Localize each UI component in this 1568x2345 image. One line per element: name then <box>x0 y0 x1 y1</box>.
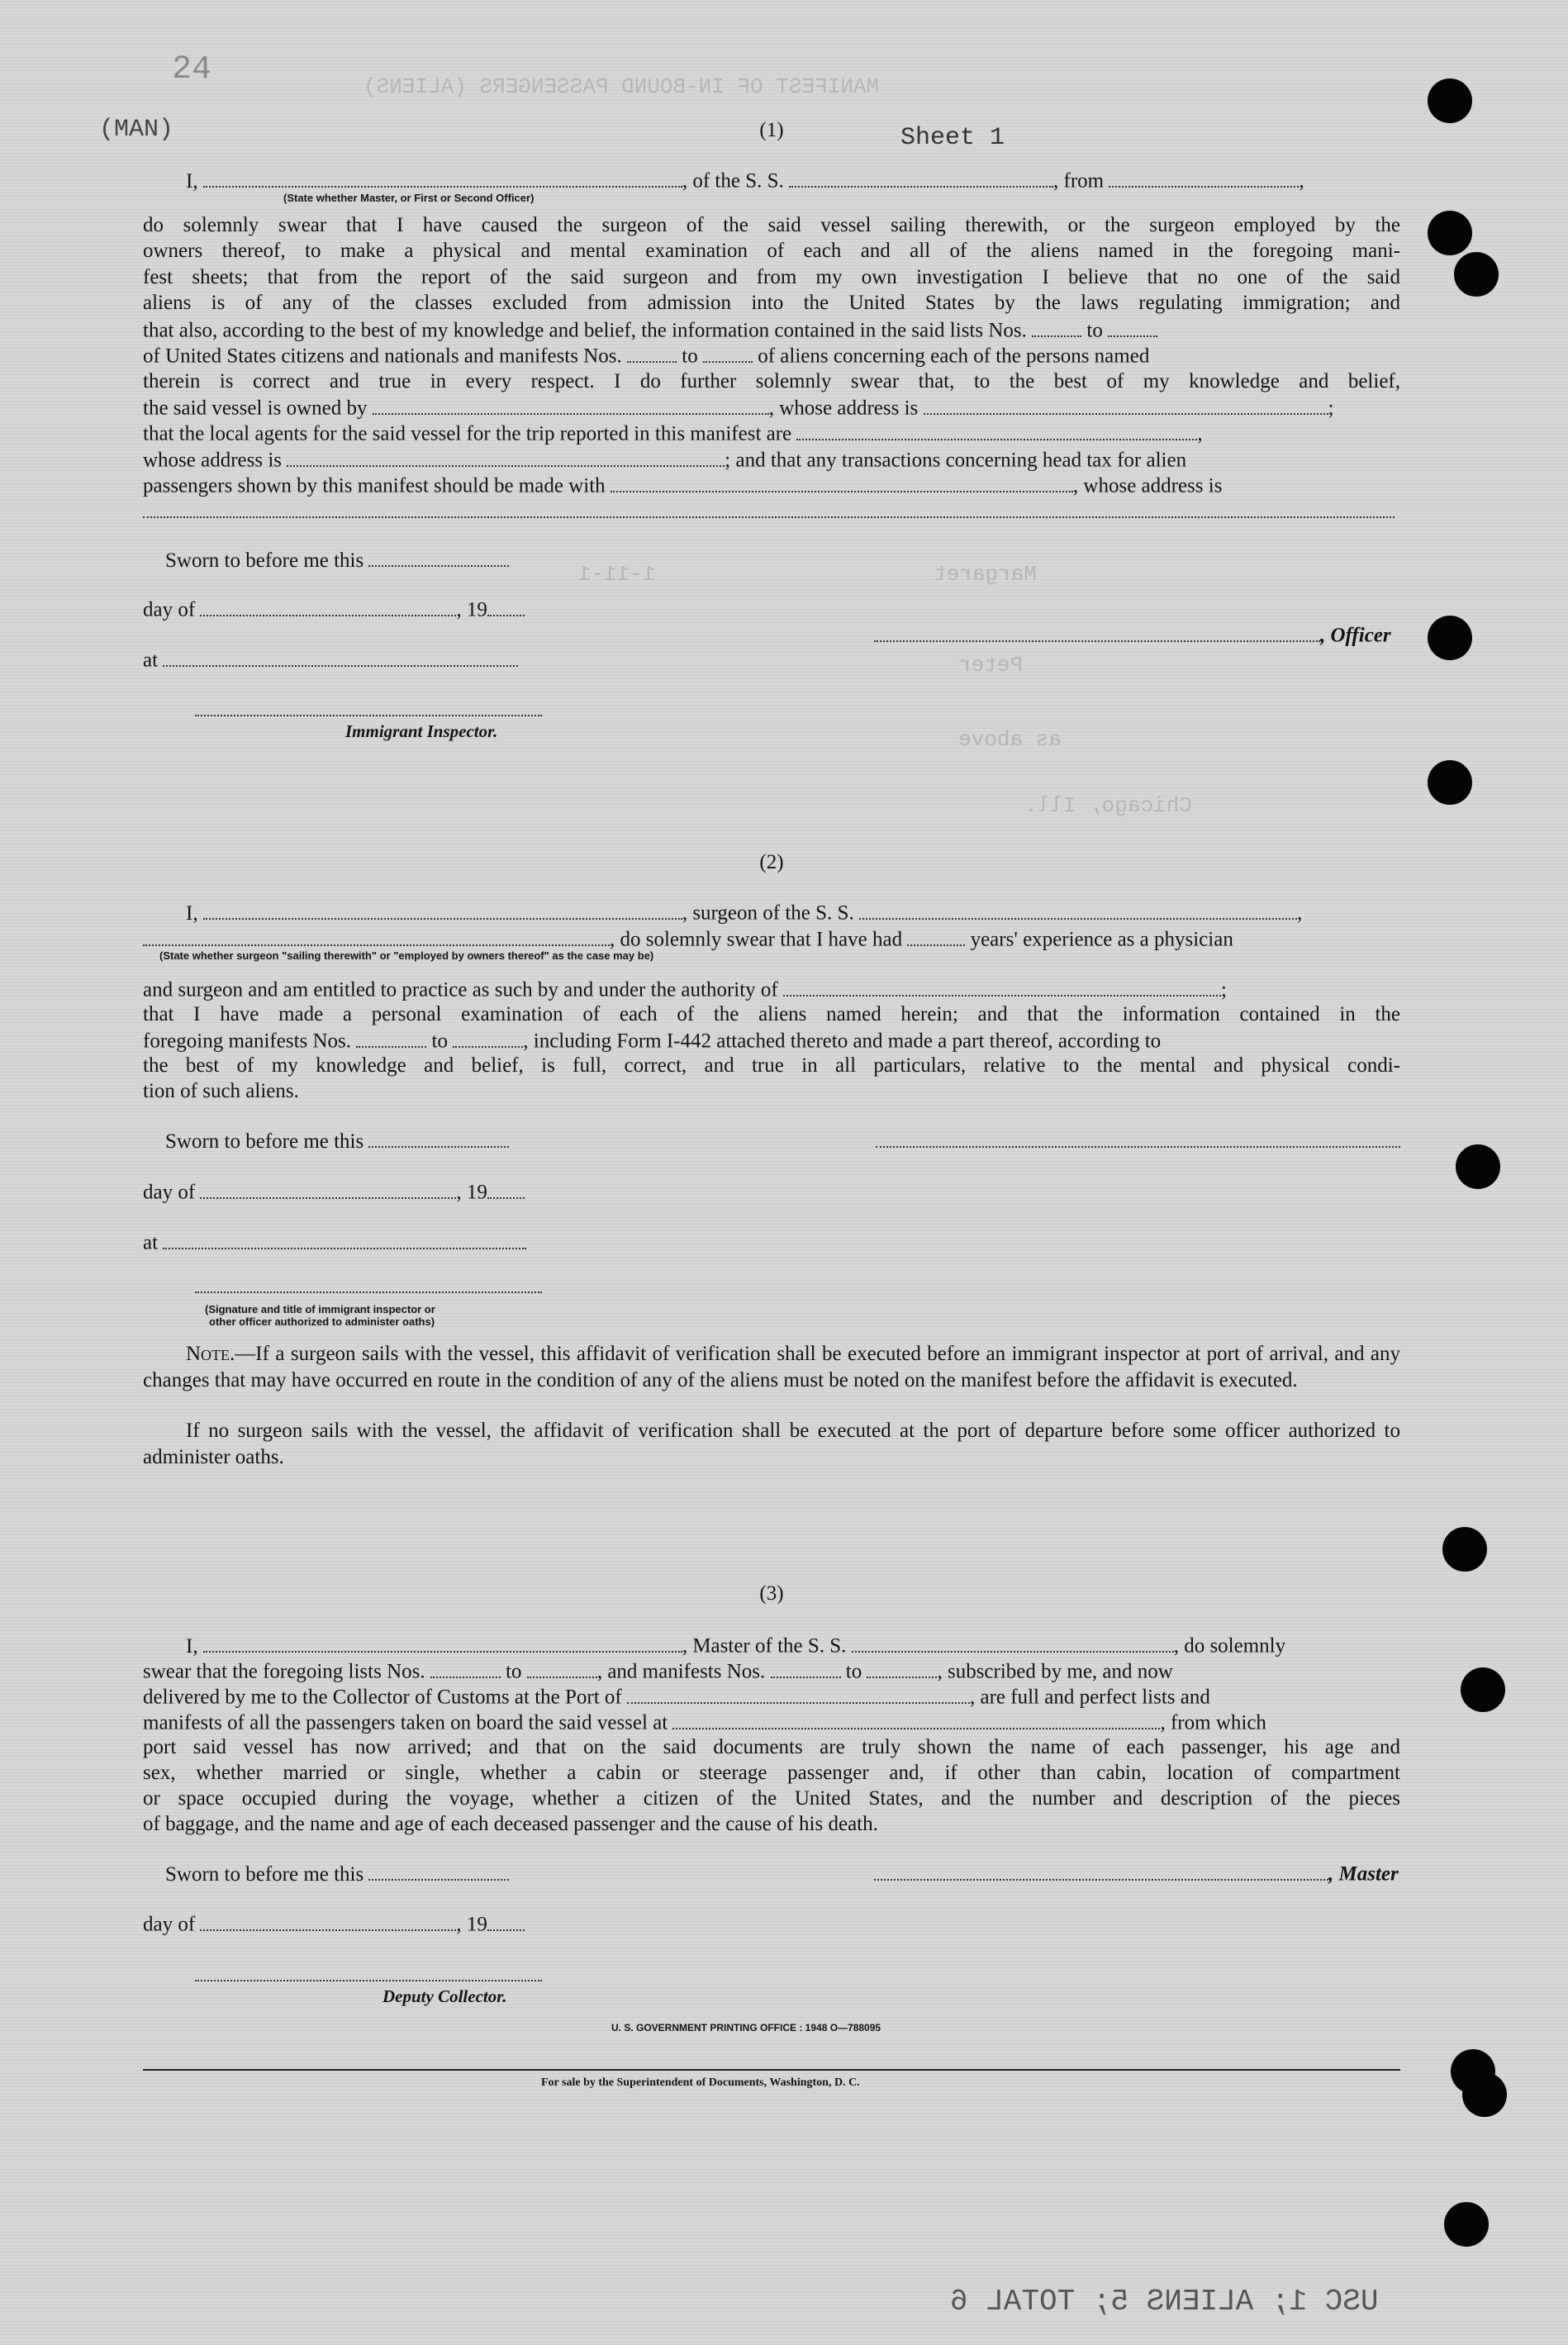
s2-line-4: that I have made a personal examination of each of the aliens named herein; and that the information contained in the <box>143 1003 1400 1025</box>
officer-signature-field[interactable] <box>874 621 1320 642</box>
text: Sworn to before me this <box>165 549 364 572</box>
text: manifests of all the passengers taken on board the said vessel at <box>143 1711 668 1734</box>
section-1 <box>143 117 1400 745</box>
surgeon-name-field[interactable] <box>203 899 682 920</box>
s2-manifests-from-field[interactable] <box>356 1027 426 1048</box>
port-field[interactable] <box>627 1683 970 1704</box>
text: foregoing manifests Nos. <box>143 1030 352 1053</box>
text: that the local agents for the said vessel for the trip reported in this manifest are <box>143 422 792 445</box>
s3-day-line <box>143 1910 1400 1938</box>
vessel-name-field[interactable] <box>789 167 1053 188</box>
head-tax-agent-field[interactable] <box>611 472 1073 492</box>
text: of United States citizens and nationals and manifests Nos. <box>143 345 622 368</box>
note-label: Note. <box>186 1343 235 1365</box>
s3-lists-from-field[interactable] <box>430 1658 501 1678</box>
note-paragraph-1 <box>143 1341 1400 1393</box>
day-field[interactable] <box>200 596 456 616</box>
s2-vessel-field[interactable] <box>859 899 1297 920</box>
local-agents-field[interactable] <box>796 420 1197 440</box>
bleed-through: Peter <box>958 653 1024 678</box>
s3-manifests-to-field[interactable] <box>867 1658 937 1678</box>
s2-inspector-sig <box>195 1272 1400 1300</box>
surgeon-signature-field[interactable] <box>876 1127 1400 1148</box>
s3-line-6: sex, whether married or single, whether a cabin or steerage passenger and, if other than cabin, location of compartment <box>143 1762 1400 1784</box>
section-3 <box>143 1581 1400 2027</box>
text: , and manifests Nos. <box>596 1660 766 1683</box>
text: at <box>143 1231 159 1254</box>
sig-note-1: (Signature and title of immigrant inspector or <box>205 1303 435 1315</box>
text: , from which <box>1160 1711 1266 1734</box>
s2-line-3 <box>143 976 1400 1003</box>
s1-line-4: fest sheets; that from the report of the said surgeon and from my own investigation I believe that no one of the said <box>143 266 1400 288</box>
s1-line-3: owners thereof, to make a physical and mental examination of each and all of the aliens named in the foregoing mani- <box>143 240 1400 262</box>
section-2-number: (2) <box>759 851 784 873</box>
gpo-imprint: U. S. GOVERNMENT PRINTING OFFICE : 1948 O—788095 <box>611 2022 881 2033</box>
s3-master-line <box>874 1860 1400 1887</box>
text: , from <box>1053 169 1105 193</box>
master-signature-field[interactable] <box>874 1860 1328 1881</box>
text: , subscribed by me, and now <box>937 1660 1173 1683</box>
s2-line-1 <box>143 899 1400 926</box>
text: I, <box>186 169 198 193</box>
text: whose address is <box>143 449 283 472</box>
s2-manifests-to-field[interactable] <box>453 1027 523 1048</box>
text: day of <box>143 598 196 621</box>
s2-surgeon-sig <box>876 1127 1400 1154</box>
s2-at-line <box>143 1229 1400 1256</box>
text: that also, according to the best of my knowledge and belief, the information contained in the said lists Nos. <box>143 319 1027 342</box>
text: ; <box>1328 397 1334 420</box>
text: , 19 <box>456 598 487 621</box>
text: , <box>1197 422 1203 445</box>
owner-address-field[interactable] <box>924 394 1328 415</box>
punch-hole <box>1456 1144 1500 1189</box>
s2-line-5 <box>143 1027 1400 1054</box>
punch-hole <box>1454 252 1499 297</box>
s1-line-11 <box>143 446 1400 473</box>
manifests-from-field[interactable] <box>627 342 677 363</box>
sheet-stamp: Sheet 1 <box>900 124 1005 152</box>
s1-line-7 <box>143 342 1400 369</box>
place-field[interactable] <box>163 646 518 667</box>
agents-address-field[interactable] <box>287 446 725 467</box>
deputy-label: Deputy Collector. <box>382 1986 507 2006</box>
text: to <box>1086 319 1103 342</box>
s1-sworn-line <box>143 546 1400 573</box>
s3-line-1 <box>143 1632 1400 1659</box>
deputy-signature-field[interactable] <box>195 1961 542 1981</box>
s3-line-8: of baggage, and the name and age of each deceased passenger and the cause of his death. <box>143 1813 878 1835</box>
text: I, <box>186 901 198 925</box>
s1-line-8: therein is correct and true in every respect. I do further solemnly swear that, to the best of my knowledge and belief, <box>143 370 1400 392</box>
text: , 19 <box>456 1181 487 1204</box>
surgeon-type-field[interactable] <box>143 925 610 946</box>
text: day of <box>143 1181 196 1204</box>
bleed-through: Chicago, Ill. <box>1024 793 1192 818</box>
bleed-through: Margaret <box>934 562 1037 587</box>
bleed-through: as above <box>958 727 1062 752</box>
form-code-stamp: (MAN) <box>99 116 174 144</box>
text: delivered by me to the Collector of Customs at the Port of <box>143 1686 622 1709</box>
head-tax-address-field[interactable] <box>143 497 1395 518</box>
s2-day-line <box>143 1178 1400 1206</box>
text: and surgeon and am entitled to practice as such by and under the authority of <box>143 978 778 1001</box>
text: , including Form I-442 attached thereto and made a part thereof, according to <box>523 1030 1162 1053</box>
punch-hole <box>1461 1667 1505 1712</box>
officer-name-field[interactable] <box>203 167 682 188</box>
s3-line-7: or space occupied during the voyage, whether a citizen of the United States, and the number and description of the pieces <box>143 1787 1400 1810</box>
footer-rule <box>143 2069 1400 2071</box>
text: ; <box>1221 978 1227 1001</box>
s1-line-2: do solemnly swear that I have caused the surgeon of the said vessel sailing therewith, or the surgeon employed by the <box>143 214 1400 236</box>
note-text-1: —If a surgeon sails with the vessel, this affidavit of verification shall be executed before an immigrant inspector at port of arrival, and any changes that may have occurred en route in the condition of any of the aliens must be noted on the manifest before the affidavit is executed. <box>143 1343 1400 1391</box>
text: I, <box>186 1634 198 1658</box>
text: , surgeon of the S. S. <box>682 901 854 925</box>
text: , whose address is <box>768 397 919 420</box>
s2-line-6: the best of my knowledge and belief, is full, correct, and true in all particulars, relative to the mental and physical condi- <box>143 1054 1400 1077</box>
sworn-date-field[interactable] <box>368 546 509 567</box>
from-port-field[interactable] <box>1109 167 1299 188</box>
sale-notice: For sale by the Superintendent of Documents, Washington, D. C. <box>541 2076 860 2089</box>
owner-field[interactable] <box>373 394 769 415</box>
surgeon-note: (State whether surgeon "sailing therewith" or "employed by owners thereof" as the case may be) <box>159 949 654 962</box>
s2-day-field[interactable] <box>200 1178 456 1199</box>
s3-vessel-field[interactable] <box>852 1632 1174 1653</box>
s2-line-7: tion of such aliens. <box>143 1080 299 1102</box>
s1-line-1 <box>143 167 1400 194</box>
master-label: , Master <box>1328 1862 1399 1886</box>
section-1-number: (1) <box>759 119 784 141</box>
text: passengers shown by this manifest should be made with <box>143 474 606 497</box>
sig-note-2: other officer authorized to administer oaths) <box>209 1315 435 1328</box>
s3-day-field[interactable] <box>200 1910 456 1931</box>
years-field[interactable] <box>907 925 965 946</box>
text: day of <box>143 1913 196 1936</box>
text: Sworn to before me this <box>165 1130 364 1153</box>
s3-line-2 <box>143 1658 1400 1685</box>
s3-sworn-date-field[interactable] <box>368 1860 509 1881</box>
text: , whose address is <box>1072 474 1223 497</box>
s1-day-line <box>143 596 1400 623</box>
text: to <box>431 1030 448 1053</box>
text: to <box>845 1660 862 1683</box>
text: , do solemnly <box>1173 1634 1286 1658</box>
inspector-signature-field[interactable] <box>195 696 542 716</box>
s3-line-5: port said vessel has now arrived; and that on the said documents are truly shown the name of each passenger, his age and <box>143 1736 1400 1758</box>
s2-year-field[interactable] <box>487 1178 525 1199</box>
text: to <box>682 345 698 368</box>
master-name-field[interactable] <box>203 1632 682 1653</box>
punch-hole <box>1428 616 1472 660</box>
s1-line-12 <box>143 472 1400 499</box>
s1-line-9 <box>143 394 1400 421</box>
page-number-stamp: 24 <box>172 51 212 88</box>
s3-year-field[interactable] <box>487 1910 525 1931</box>
inspector-label: Immigrant Inspector. <box>345 721 498 741</box>
text: to <box>506 1660 522 1683</box>
text: at <box>143 649 159 672</box>
s2-inspector-signature-field[interactable] <box>195 1272 542 1293</box>
s1-line-13 <box>143 497 1400 525</box>
text: ; and that any transactions concerning head tax for alien <box>725 449 1187 472</box>
text: , <box>1299 169 1304 193</box>
text: , do solemnly swear that I have had <box>610 928 903 951</box>
officer-note: (State whether Master, or First or Second Officer) <box>283 192 535 204</box>
text: , are full and perfect lists and <box>970 1686 1210 1709</box>
lists-from-field[interactable] <box>1032 316 1081 337</box>
text: , of the S. S. <box>682 169 784 193</box>
text: , Master of the S. S. <box>682 1634 847 1658</box>
punch-hole <box>1428 211 1472 255</box>
text: swear that the foregoing lists Nos. <box>143 1660 425 1683</box>
section-2 <box>143 849 1400 1477</box>
lists-to-field[interactable] <box>1108 316 1157 337</box>
punch-hole <box>1428 760 1472 805</box>
text: , <box>1296 901 1303 925</box>
text: years' experience as a physician <box>970 928 1233 951</box>
s3-line-4 <box>143 1709 1400 1736</box>
punch-hole <box>1442 1527 1487 1572</box>
bottom-stamp: USC 1; ALIENS 5; TOTAL 6 <box>950 2285 1379 2319</box>
embark-port-field[interactable] <box>672 1709 1160 1729</box>
s1-line-6 <box>143 316 1400 344</box>
s3-manifests-from-field[interactable] <box>771 1658 841 1678</box>
authority-field[interactable] <box>783 976 1221 997</box>
s3-line-3 <box>143 1683 1400 1710</box>
s1-line-5: aliens is of any of the classes excluded from admission into the United States by the laws regulating immigration; and <box>143 292 1400 314</box>
punch-hole <box>1444 2202 1489 2247</box>
manifests-to-field[interactable] <box>703 342 753 363</box>
text: the said vessel is owned by <box>143 397 368 420</box>
text: of aliens concerning each of the persons named <box>758 345 1150 368</box>
officer-label: , Officer <box>1320 624 1391 647</box>
year-field[interactable] <box>487 596 525 616</box>
bleed-through: MANIFEST OF IN-BOUND PASSENGERS (ALIENS) <box>363 74 880 99</box>
s1-at-line <box>143 646 1400 673</box>
text: , 19 <box>456 1913 487 1936</box>
bleed-through: 1-11-1 <box>578 562 656 587</box>
punch-hole <box>1428 78 1472 123</box>
s2-place-field[interactable] <box>163 1229 526 1249</box>
s2-sworn-date-field[interactable] <box>368 1127 509 1148</box>
s1-officer-line <box>874 621 1400 649</box>
text: Sworn to before me this <box>165 1862 364 1886</box>
section-3-number: (3) <box>759 1582 784 1605</box>
s1-line-10 <box>143 420 1400 447</box>
s3-lists-to-field[interactable] <box>527 1658 597 1678</box>
punch-hole <box>1462 2072 1507 2117</box>
note-paragraph-2: If no surgeon sails with the vessel, the affidavit of verification shall be executed at the port of departure before some officer authorized to administer oaths. <box>143 1420 1400 1468</box>
